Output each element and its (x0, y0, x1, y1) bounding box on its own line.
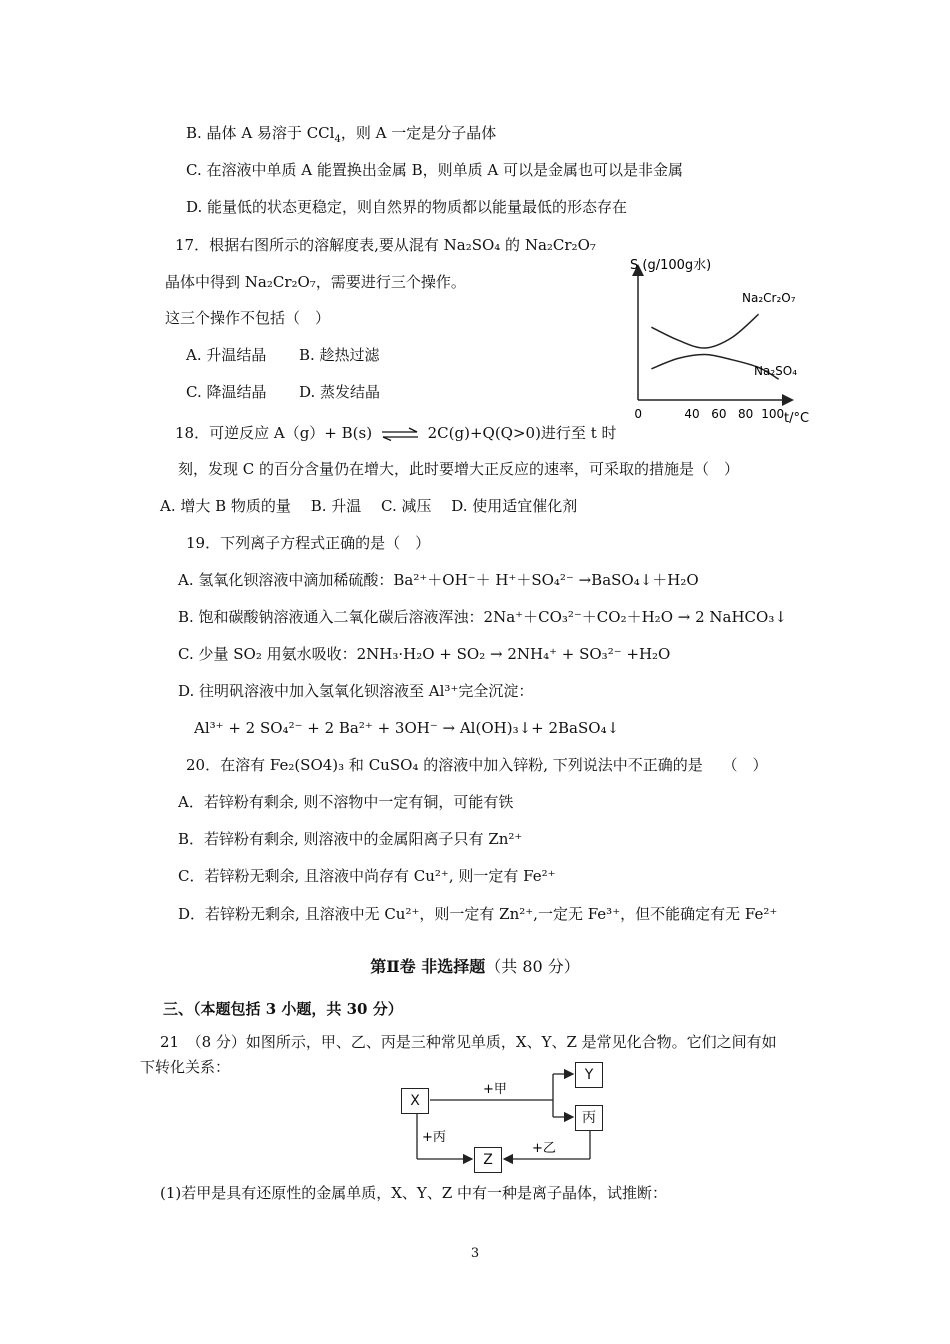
q17-option-b: B. 趁热过滤 (299, 346, 380, 364)
node-x: X (401, 1088, 429, 1114)
page-number: 3 (470, 1246, 480, 1261)
q18-stem-line2: 刻，发现 C 的百分含量仍在增大，此时要增大正反应的速率，可采取的措施是（ ） (178, 460, 740, 478)
q19-option-a: A. 氢氧化钡溶液中滴加稀硫酸：Ba²⁺＋OH⁻＋ H⁺＋SO₄²⁻ →BaSO₄↓＋H₂O (178, 571, 699, 589)
x-tick-label: 0 (634, 407, 643, 421)
q17-option-c: C. 降温结晶 (186, 383, 267, 401)
q19-option-d: D. 往明矾溶液中加入氢氧化钡溶液至 Al³⁺完全沉淀： (178, 682, 534, 700)
x-tick-label: 80 (738, 407, 754, 421)
q20-option-b: B．若锌粉有剩余, 则溶液中的金属阳离子只有 Zn²⁺ (178, 830, 523, 848)
node-z: Z (474, 1147, 502, 1173)
x-tick-label: 100 (761, 407, 785, 421)
q20-stem: 20．在溶有 Fe₂(SO4)₃ 和 CuSO₄ 的溶液中加入锌粉, 下列说法中不正确的是 （ ） (186, 756, 768, 774)
part2-title: 第Ⅱ卷 非选择题（共 80 分） (370, 957, 580, 976)
q17-stem-line1: 17．根据右图所示的溶解度表,要从混有 Na₂SO₄ 的 Na₂Cr₂O₇ (175, 236, 596, 254)
q17-option-a: A. 升温结晶 (186, 346, 267, 364)
q20-option-a: A．若锌粉有剩余, 则不溶物中一定有铜，可能有铁 (178, 793, 514, 811)
q21-stem-line1: 21 （8 分）如图所示，甲、乙、丙是三种常见单质，X、Y、Z 是常见化合物。它们之间有如 (160, 1033, 777, 1051)
label-plus-jia: +甲 (483, 1082, 507, 1097)
solubility-chart (622, 252, 822, 432)
series-na2so4-label: Na₂SO₄ (754, 364, 798, 378)
q18-stem-line1: 18．可逆反应 A（g）+ B(s) 2C(g)+Q(Q>0)进行至 t 时 (175, 424, 617, 442)
y-axis-label: S (g/100g水) (630, 258, 712, 273)
q19-option-c: C. 少量 SO₂ 用氨水吸收：2NH₃·H₂O + SO₂ → 2NH₄⁺ + SO₃²⁻ +H₂O (178, 645, 671, 663)
q16-option-d: D. 能量低的状态更稳定，则自然界的物质都以能量最低的形态存在 (186, 198, 628, 216)
q16-option-b: B. 晶体 A 易溶于 CCl$_4$，则 A 一定是分子晶体 (186, 124, 497, 145)
x-axis-label: t/°C (784, 411, 810, 426)
label-plus-bing: +丙 (422, 1130, 446, 1145)
reversible-arrow-icon (381, 427, 419, 441)
q19-stem: 19．下列离子方程式正确的是（ ） (186, 534, 431, 552)
q16-option-c: C. 在溶液中单质 A 能置换出金属 B，则单质 A 可以是金属也可以是非金属 (186, 161, 684, 179)
q19-option-b: B. 饱和碳酸钠溶液通入二氧化碳后溶液浑浊：2Na⁺＋CO₃²⁻＋CO₂＋H₂O → 2 NaHCO₃↓ (178, 608, 787, 626)
series-na2cr2o7-label: Na₂Cr₂O₇ (742, 291, 796, 305)
q17-stem-line2: 晶体中得到 Na₂Cr₂O₇，需要进行三个操作。 (165, 273, 466, 291)
q21-stem-line2: 下转化关系： (140, 1058, 231, 1076)
label-plus-yi: +乙 (532, 1141, 556, 1156)
q21-sub1: (1)若甲是具有还原性的金属单质，X、Y、Z 中有一种是离子晶体，试推断： (160, 1184, 668, 1202)
q20-option-d: D．若锌粉无剩余, 且溶液中无 Cu²⁺，则一定有 Zn²⁺,一定无 Fe³⁺，但不能确定有无 Fe²⁺ (178, 905, 778, 923)
x-tick-label: 40 (684, 407, 700, 421)
x-tick-label: 60 (711, 407, 727, 421)
node-bing: 丙 (575, 1105, 603, 1131)
q18-options: A. 增大 B 物质的量 B. 升温 C. 减压 D. 使用适宜催化剂 (160, 497, 578, 515)
q17-stem-line3: 这三个操作不包括（ ） (165, 309, 331, 327)
q17-option-d: D. 蒸发结晶 (299, 383, 381, 401)
q19-option-d-equation: Al³⁺ + 2 SO₄²⁻ + 2 Ba²⁺ + 3OH⁻ → Al(OH)₃↓+ 2BaSO₄↓ (194, 719, 620, 737)
q20-option-c: C．若锌粉无剩余, 且溶液中尚存有 Cu²⁺, 则一定有 Fe²⁺ (178, 867, 556, 885)
section3-heading: 三、（本题包括 3 小题，共 30 分） (163, 1000, 403, 1018)
node-y: Y (575, 1062, 603, 1088)
series-na2cr2o7-line (651, 314, 758, 348)
